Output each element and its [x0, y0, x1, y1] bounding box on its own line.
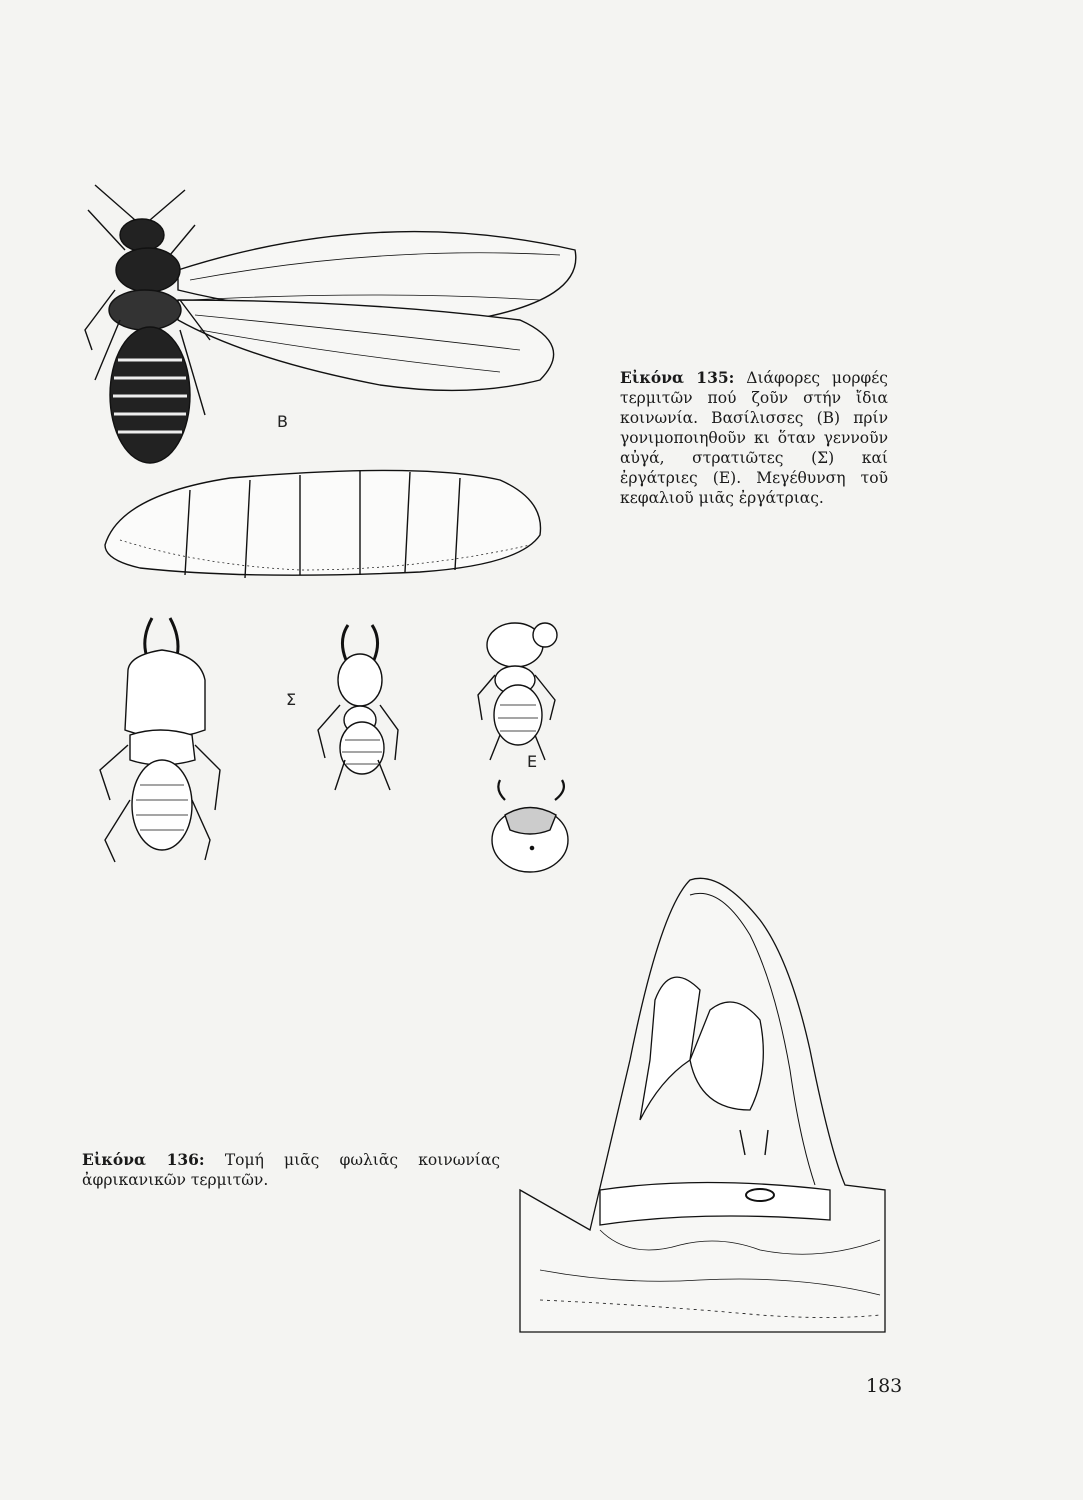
winged-queen-drawing — [85, 185, 576, 463]
gravid-queen-drawing — [105, 470, 541, 578]
figure-135-caption-label: Εἰκόνα 135: — [620, 368, 735, 387]
worker-head-drawing — [492, 780, 568, 872]
label-workers: Ε — [527, 752, 538, 771]
worker-drawing — [478, 623, 557, 760]
label-queen: Β — [277, 412, 288, 431]
figure-136-caption — [82, 1150, 500, 1190]
figure-135-caption-text: Διάφορες μορφές τερμιτῶν πού ζοῦν στήν ἴδια κοινωνία. Βασίλισσες (Β) πρίν γονιμοποιηθοῦν κι ὅταν γεννοῦν αὐγά, στρατιῶτες (Σ) καί ἐργάτριες (Ε). Μεγέθυνση τοῦ κεφαλιοῦ μιᾶς ἐργάτριας. — [620, 369, 888, 507]
termite-nest-cross-section — [520, 878, 885, 1332]
large-soldier-drawing — [100, 618, 220, 862]
figure-135-caption — [620, 368, 888, 508]
label-soldiers: Σ — [286, 690, 297, 709]
figure-136-caption-label: Εἰκόνα 136: — [82, 1150, 205, 1169]
figure-136-caption-text: Τομή μιᾶς φωλιᾶς κοινωνίας ἀφρικανικῶν τερμιτῶν. — [82, 1151, 500, 1189]
small-soldier-drawing — [318, 625, 398, 790]
page-number: 183 — [866, 1375, 903, 1397]
